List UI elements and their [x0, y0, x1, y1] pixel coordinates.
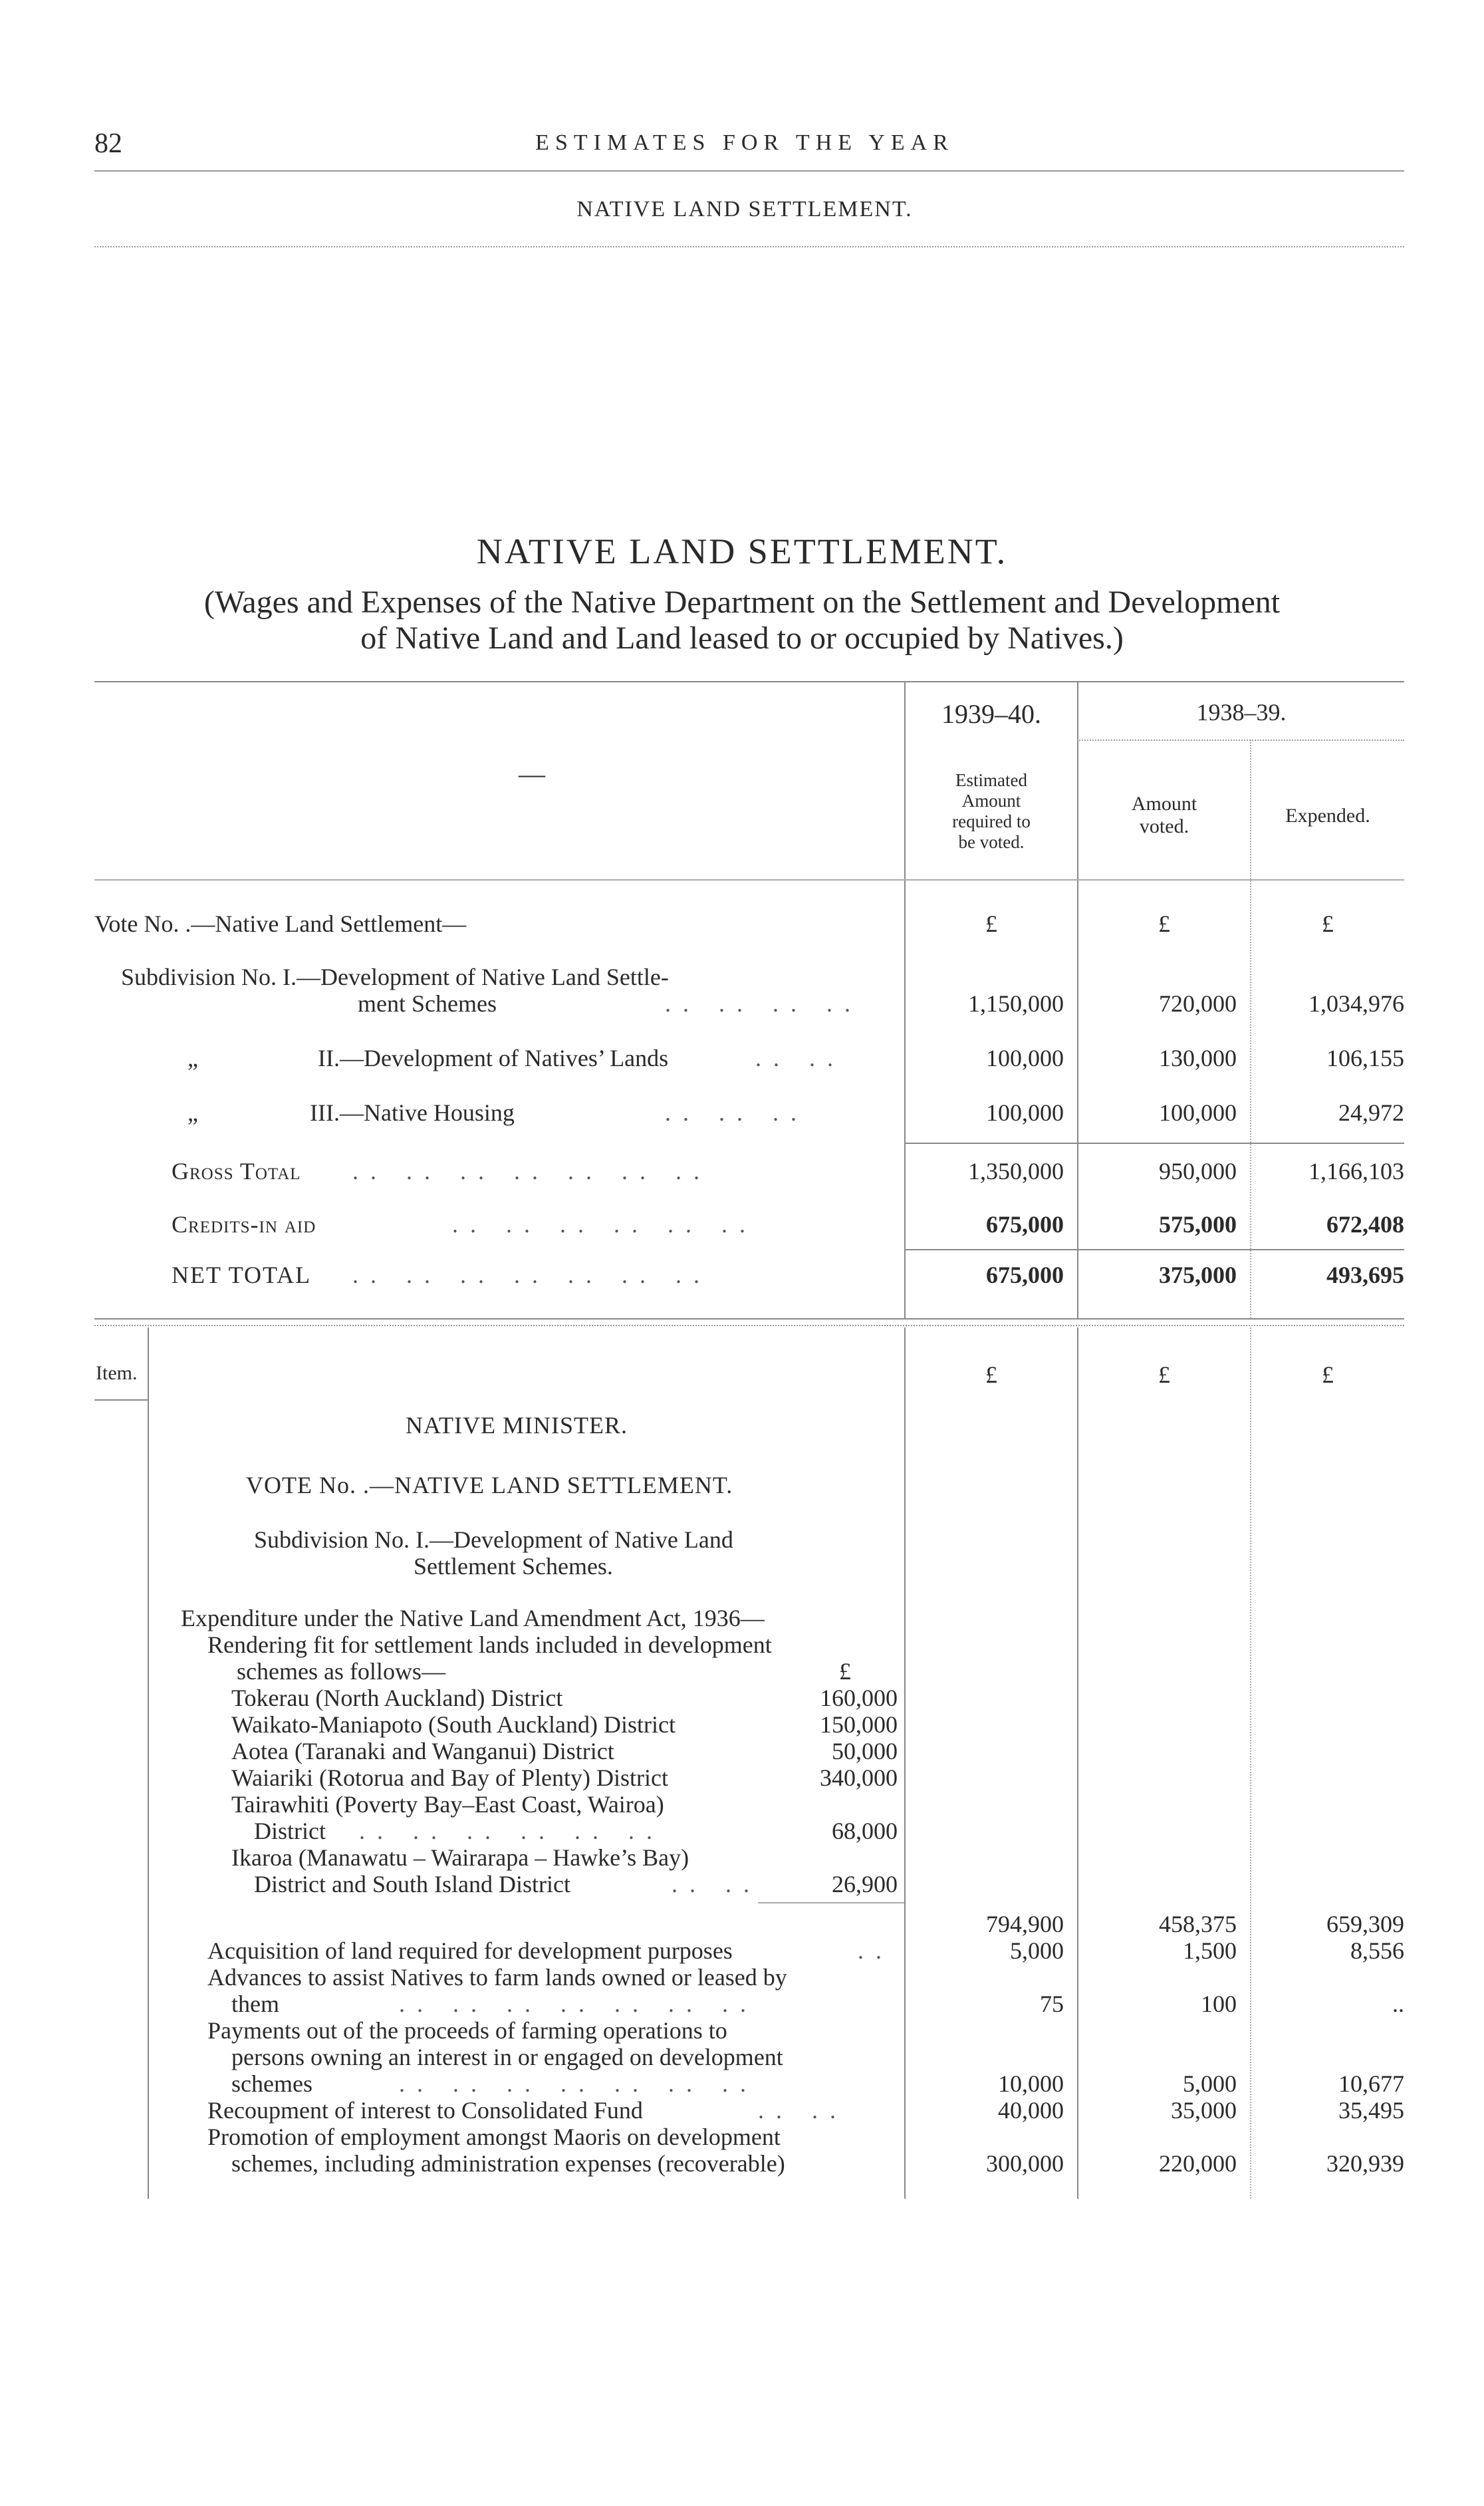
col-estimated-head: Estimated Amount required to be voted. [952, 770, 1031, 852]
promotion-estimated: 300,000 [986, 2150, 1064, 2177]
page-number: 82 [94, 128, 122, 159]
expenditure-line2: Rendering fit for settlement lands included in development [207, 1631, 772, 1658]
promotion-line2: schemes, including administration expenses (recoverable) [231, 2150, 785, 2177]
net-estimated: 675,000 [986, 1262, 1064, 1288]
tairawhiti-line2: District [254, 1818, 326, 1844]
leader-dots: .. [858, 1937, 894, 1964]
payments-line2: persons owning an interest in or engaged on development [231, 2044, 783, 2070]
year-sub-rule [1077, 740, 1404, 741]
sub2-voted: 130,000 [1159, 1045, 1237, 1071]
recoupment-expended: 35,495 [1338, 2097, 1404, 2124]
year-previous: 1938–39. [1196, 699, 1287, 726]
credits-voted: 575,000 [1159, 1211, 1237, 1238]
vote-heading: VOTE No. .—NATIVE LAND SETTLEMENT. [246, 1472, 733, 1498]
page-title: NATIVE LAND SETTLEMENT. [476, 531, 1008, 571]
credits-expended: 672,408 [1326, 1211, 1404, 1238]
subdivision-line2: Settlement Schemes. [414, 1553, 613, 1580]
leader-dots: .. .. .. .. .. .. .. [399, 1991, 758, 2017]
header-rule [94, 170, 1404, 172]
currency-expended: £ [1322, 1361, 1334, 1388]
promotion-line1: Promotion of employment amongst Maoris on development [207, 2124, 781, 2150]
leader-dots: .. .. [672, 1871, 761, 1897]
ditto-mark: „ [187, 1045, 198, 1071]
leader-dots: .. .. .. .. .. .. .. [352, 1158, 711, 1184]
sub1-voted: 720,000 [1159, 990, 1237, 1017]
recoupment-estimated: 40,000 [998, 2097, 1064, 2124]
advances-estimated: 75 [1040, 1991, 1064, 2017]
payments-estimated: 10,000 [998, 2070, 1064, 2097]
gross-total-label: Gross Total [172, 1158, 301, 1184]
acquisition-voted: 1,500 [1183, 1937, 1237, 1964]
tairawhiti-amount: 68,000 [832, 1818, 898, 1844]
sub1-estimated: 1,150,000 [968, 990, 1064, 1017]
leader-dots: .. .. .. [665, 1099, 808, 1126]
sub1-label-line2: ment Schemes [358, 990, 497, 1017]
currency-voted: £ [1158, 910, 1170, 937]
detail-col-divider-1 [904, 1327, 906, 2199]
subtotal-estimated: 794,900 [986, 1911, 1064, 1937]
district-name: Waikato-Maniapoto (South Auckland) District [231, 1711, 676, 1738]
sub3-label: III.—Native Housing [310, 1099, 515, 1126]
sub3-estimated: 100,000 [986, 1099, 1064, 1126]
advances-voted: 100 [1201, 1991, 1237, 2017]
subtitle-line-1: (Wages and Expenses of the Native Department on the Settlement and Development [203, 585, 1281, 620]
running-title: ESTIMATES FOR THE YEAR [535, 130, 954, 155]
district-name: Tokerau (North Auckland) District [231, 1685, 563, 1711]
district-amount: 50,000 [832, 1738, 898, 1764]
detail-top-rule [94, 1318, 1404, 1320]
acquisition-label: Acquisition of land required for development purposes [207, 1937, 733, 1964]
sub3-expended: 24,972 [1338, 1099, 1404, 1126]
payments-line3: schemes [231, 2070, 312, 2097]
item-col-divider [148, 1327, 149, 2199]
leader-dots: .. .. .. .. [665, 990, 862, 1017]
promotion-expended: 320,939 [1326, 2150, 1404, 2177]
advances-line2: them [231, 1991, 279, 2017]
payments-voted: 5,000 [1183, 2070, 1237, 2097]
item-head: Item. [96, 1362, 138, 1384]
subtitle-line-2: of Native Land and Land leased to or occupied by Natives.) [360, 621, 1124, 656]
currency-expended: £ [1322, 910, 1334, 937]
sub1-label-line1: Subdivision No. I.—Development of Native Land Settle- [121, 964, 669, 990]
subtotal-expended: 659,309 [1326, 1911, 1404, 1937]
gross-rule [904, 1143, 1404, 1144]
subtotal-voted: 458,375 [1159, 1911, 1237, 1937]
district-amount: 340,000 [820, 1764, 898, 1791]
expenditure-line1: Expenditure under the Native Land Amendment Act, 1936— [181, 1605, 765, 1631]
net-rule [904, 1249, 1404, 1250]
expenditure-line3: schemes as follows— [237, 1658, 445, 1685]
blank-head: — [519, 759, 545, 789]
district-currency: £ [839, 1658, 851, 1685]
district-amount: 160,000 [820, 1685, 898, 1711]
net-total-label: NET TOTAL [172, 1262, 312, 1288]
sub2-estimated: 100,000 [986, 1045, 1064, 1071]
sub2-expended: 106,155 [1326, 1045, 1404, 1071]
district-sum-rule [758, 1902, 904, 1903]
section-rule [94, 246, 1404, 247]
col-voted-head: Amount voted. [1131, 793, 1197, 837]
district-name: Waiariki (Rotorua and Bay of Plenty) District [231, 1764, 668, 1791]
subdivision-line1: Subdivision No. I.—Development of Native Land [254, 1526, 733, 1553]
ikaroa-line2: District and South Island District [254, 1871, 570, 1897]
net-voted: 375,000 [1159, 1262, 1237, 1288]
leader-dots: .. .. [755, 1045, 845, 1071]
recoupment-voted: 35,000 [1171, 2097, 1237, 2124]
gross-expended: 1,166,103 [1308, 1158, 1404, 1184]
sub3-voted: 100,000 [1159, 1099, 1237, 1126]
vote-label: Vote No. .—Native Land Settlement— [94, 910, 467, 937]
recoupment-label: Recoupment of interest to Consolidated Fund [207, 2097, 643, 2124]
detail-top-rule-2 [94, 1325, 1404, 1326]
detail-col-divider-2 [1077, 1327, 1078, 2199]
head-bottom-rule [94, 879, 1404, 881]
acquisition-expended: 8,556 [1350, 1937, 1404, 1964]
minister-heading: NATIVE MINISTER. [406, 1412, 628, 1439]
acquisition-estimated: 5,000 [1010, 1937, 1064, 1964]
payments-expended: 10,677 [1338, 2070, 1404, 2097]
payments-line1: Payments out of the proceeds of farming operations to [207, 2017, 727, 2044]
gross-voted: 950,000 [1159, 1158, 1237, 1184]
leader-dots: .. .. .. .. .. .. .. [399, 2070, 758, 2097]
ikaroa-amount: 26,900 [832, 1871, 898, 1897]
credits-estimated: 675,000 [986, 1211, 1064, 1238]
year-current: 1939–40. [941, 699, 1041, 729]
currency-voted: £ [1158, 1361, 1170, 1388]
col-divider-2 [1077, 681, 1078, 1318]
advances-line1: Advances to assist Natives to farm lands owned or leased by [207, 1964, 787, 1991]
item-head-rule [94, 1399, 148, 1401]
currency-estimated: £ [985, 1361, 997, 1388]
leader-dots: .. .. .. .. .. .. .. [352, 1262, 711, 1288]
ikaroa-line1: Ikaroa (Manawatu – Wairarapa – Hawke’s Bay) [231, 1844, 689, 1871]
leader-dots: .. .. .. .. .. .. [359, 1818, 664, 1844]
leader-dots: .. .. [758, 2097, 848, 2124]
promotion-voted: 220,000 [1159, 2150, 1237, 2177]
sub1-expended: 1,034,976 [1308, 990, 1404, 1017]
table-top-rule [94, 681, 1404, 682]
advances-expended: .. [1392, 1991, 1404, 2017]
detail-col-divider-3 [1250, 1327, 1251, 2199]
district-name: Aotea (Taranaki and Wanganui) District [231, 1738, 614, 1764]
col-expended-head: Expended. [1285, 805, 1370, 827]
leader-dots: .. .. .. .. .. .. [452, 1211, 757, 1238]
ditto-mark: „ [187, 1099, 198, 1126]
gross-estimated: 1,350,000 [968, 1158, 1064, 1184]
credits-label: Credits-in aid [172, 1211, 316, 1238]
sub2-label: II.—Development of Natives’ Lands [318, 1045, 669, 1071]
section-heading: NATIVE LAND SETTLEMENT. [576, 197, 913, 221]
currency-estimated: £ [985, 910, 997, 937]
net-expended: 493,695 [1326, 1262, 1404, 1288]
district-amount: 150,000 [820, 1711, 898, 1738]
tairawhiti-line1: Tairawhiti (Poverty Bay–East Coast, Wairoa) [231, 1791, 664, 1818]
